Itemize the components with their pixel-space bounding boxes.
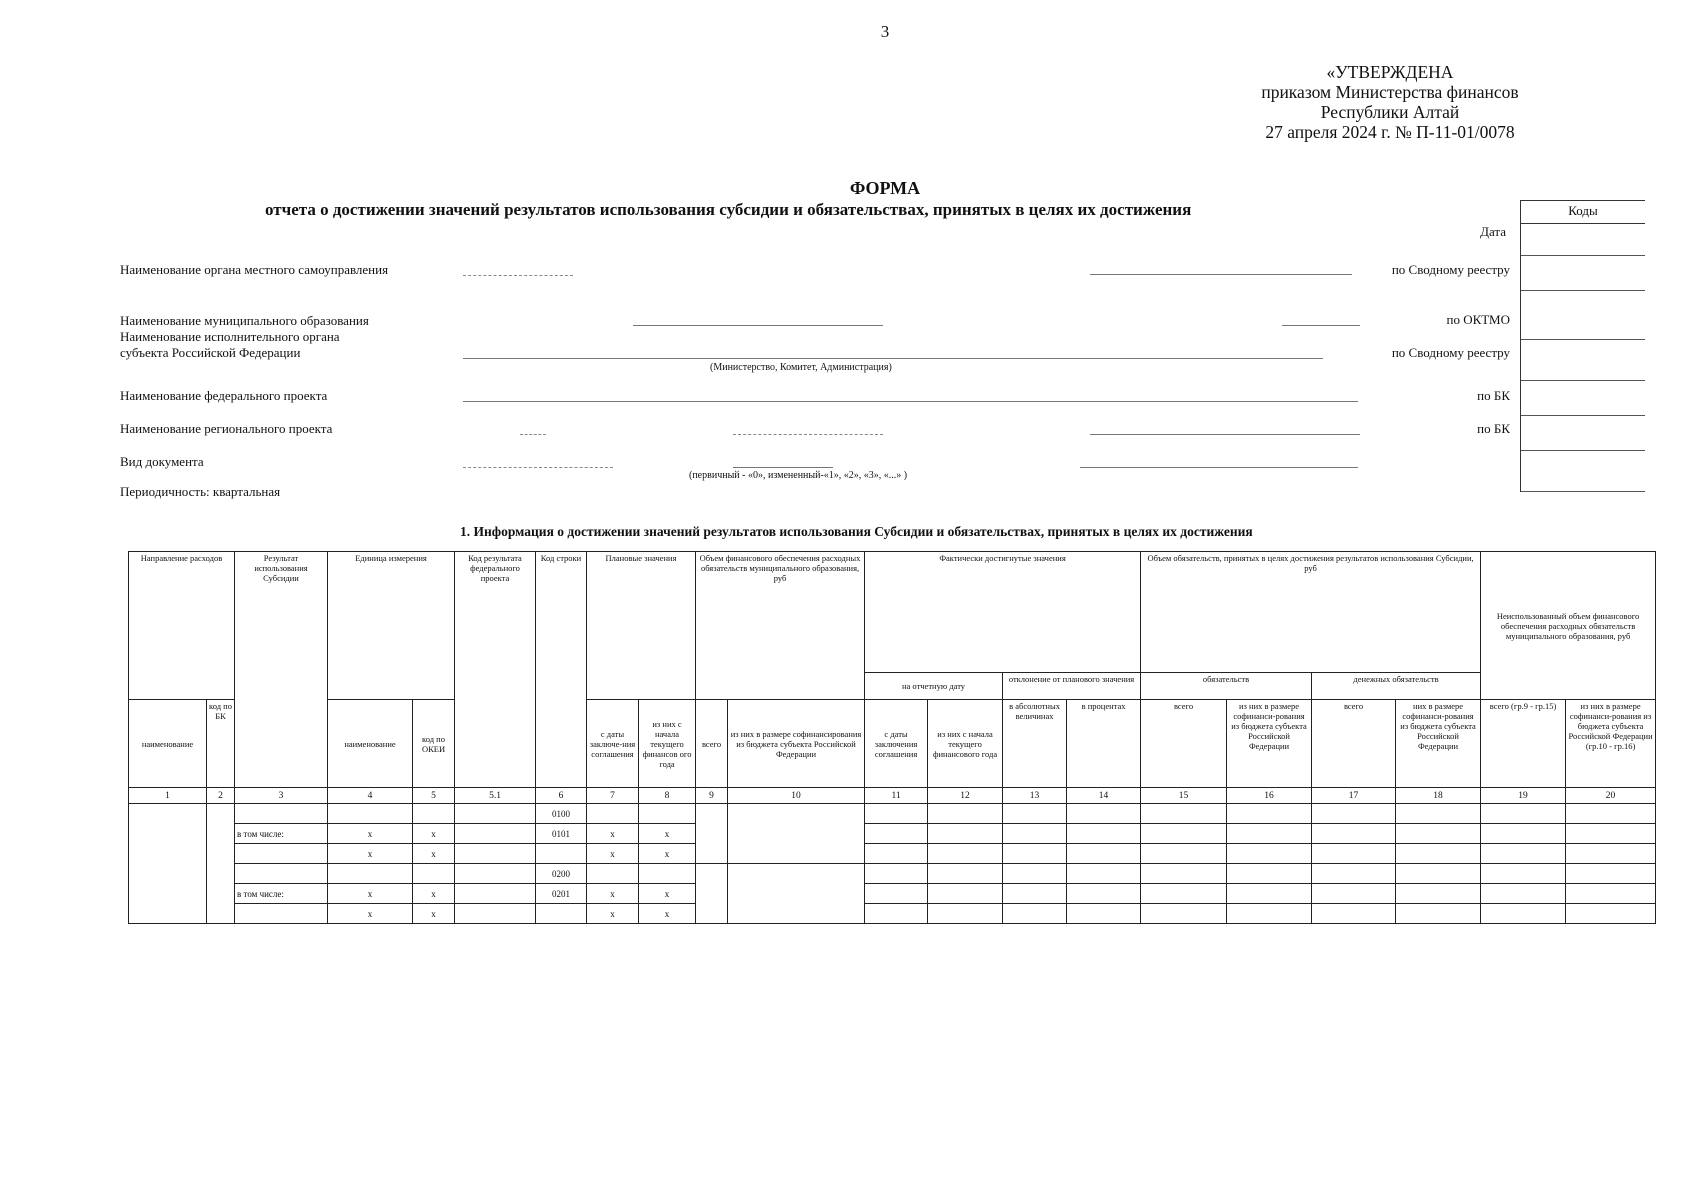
col-num: 6: [536, 788, 587, 804]
label-oktmo: по ОКТМО: [1446, 312, 1510, 327]
th-total: всего: [696, 700, 728, 788]
field-dash-doctype: [463, 467, 613, 468]
cell-money-total[interactable]: [1312, 824, 1396, 844]
cell-dev-abs[interactable]: [1003, 844, 1067, 864]
doc-type-hint: (первичный - «0», измененный-«1», «2», «3», «...» ): [689, 470, 908, 481]
cell-fed-code[interactable]: [455, 904, 536, 924]
page-number: 3: [880, 22, 890, 41]
cell-money-total[interactable]: [1312, 904, 1396, 924]
cell-obl-total[interactable]: [1141, 844, 1227, 864]
cell-okei[interactable]: [413, 864, 455, 884]
cell-volume-total[interactable]: [696, 864, 728, 924]
th-from-agreement: с даты заключе-ния соглашения: [587, 700, 639, 788]
cell-actual-year[interactable]: [928, 884, 1003, 904]
cell-obl-cofin[interactable]: [1227, 904, 1312, 924]
cell-actual-agreement[interactable]: [865, 824, 928, 844]
cell-result[interactable]: [235, 904, 328, 924]
th-from-year-start-2: из них с начала текущего финансового года: [928, 700, 1003, 788]
col-num: 12: [928, 788, 1003, 804]
field-line-municipal-2: [1282, 325, 1360, 326]
cell-actual-year[interactable]: [928, 844, 1003, 864]
table-row: [129, 884, 1656, 904]
col-num: 17: [1312, 788, 1396, 804]
th-total-2: всего: [1141, 700, 1227, 788]
col-num: 7: [587, 788, 639, 804]
label-exec-1: Наименование исполнительного органа: [120, 329, 340, 344]
cell-money-cofin[interactable]: [1396, 844, 1481, 864]
approval-line-4: 27 апреля 2024 г. № П-11-01/0078: [1265, 122, 1515, 142]
cell-dev-pct[interactable]: [1067, 844, 1141, 864]
cell-dev-abs[interactable]: [1003, 804, 1067, 824]
col-num: 18: [1396, 788, 1481, 804]
cell-bk-code[interactable]: [207, 804, 235, 924]
cell-unused-total[interactable]: [1481, 884, 1566, 904]
codes-cell-svodny2: [1521, 340, 1645, 381]
th-fed-code: Код результата федерального проекта: [455, 552, 536, 788]
cell-row-code: 0101: [536, 824, 587, 844]
col-num: 20: [1566, 788, 1656, 804]
cell-plan-agreement[interactable]: [587, 864, 639, 884]
label-federal-project: Наименование федерального проекта: [120, 388, 328, 403]
field-line-federal: [463, 401, 1358, 402]
th-name: наименование: [129, 700, 207, 788]
cell-unused-total[interactable]: [1481, 824, 1566, 844]
cell-dev-abs[interactable]: [1003, 824, 1067, 844]
cell-dev-abs[interactable]: [1003, 904, 1067, 924]
cell-x: x: [587, 824, 639, 844]
codes-title: Коды: [1521, 201, 1645, 224]
th-obligations: Объем обязательств, принятых в целях достижения результатов использования Субсидии, руб: [1141, 552, 1481, 673]
th-direction: Направление расходов: [129, 552, 235, 700]
col-num: 9: [696, 788, 728, 804]
cell-x: x: [639, 844, 696, 864]
cell-plan-agreement[interactable]: [587, 804, 639, 824]
table-row: [129, 864, 1656, 884]
th-cofin-unused: из них в размере софинанси-рования из бюджета субъекта Российской Федерации (гр.10 - гр.16): [1566, 700, 1656, 788]
field-line-doctype: [733, 467, 833, 468]
cell-money-cofin[interactable]: [1396, 884, 1481, 904]
cell-money-cofin[interactable]: [1396, 904, 1481, 924]
th-total-3: всего: [1312, 700, 1396, 788]
label-bk-2: по БК: [1477, 421, 1510, 436]
label-svodny-2: по Сводному реестру: [1391, 345, 1510, 360]
th-result: Результат использования Субсидии: [235, 552, 328, 788]
cell-dev-abs[interactable]: [1003, 864, 1067, 884]
cell-x: x: [328, 884, 413, 904]
cell-actual-agreement[interactable]: [865, 864, 928, 884]
cell-fed-code[interactable]: [455, 824, 536, 844]
cell-dev-abs[interactable]: [1003, 884, 1067, 904]
th-volume: Объем финансового обеспечения расходных обязательств муниципального образования, руб: [696, 552, 865, 700]
th-unit: Единица измерения: [328, 552, 455, 700]
col-num: 19: [1481, 788, 1566, 804]
cell-money-total[interactable]: [1312, 864, 1396, 884]
cell-row-code: 0100: [536, 804, 587, 824]
cell-actual-year[interactable]: [928, 904, 1003, 924]
codes-cell-svodny: [1521, 256, 1645, 291]
col-num: 13: [1003, 788, 1067, 804]
cell-dev-pct[interactable]: [1067, 864, 1141, 884]
label-periodicity: Периодичность: квартальная: [120, 484, 281, 499]
cell-money-total[interactable]: [1312, 844, 1396, 864]
cell-money-total[interactable]: [1312, 884, 1396, 904]
th-deviation: отклонение от планового значения: [1003, 673, 1141, 700]
col-num: 16: [1227, 788, 1312, 804]
field-line-regional: [1090, 434, 1360, 435]
section-title: 1. Информация о достижении значений результатов использования Субсидии и обязательствах, принятых в целях их достижения: [460, 524, 1253, 539]
cell-unit-name[interactable]: [328, 804, 413, 824]
form-subtitle: отчета о достижении значений результатов использования субсидии и обязательствах, принятых в целях их достижения: [265, 200, 1192, 219]
th-absolute: в абсолютных величинах: [1003, 700, 1067, 788]
table-row: [129, 804, 1656, 824]
cell-actual-agreement[interactable]: [865, 904, 928, 924]
cell-row-code: [536, 904, 587, 924]
th-money-obligs: денежных обязательств: [1312, 673, 1481, 700]
codes-cell-bk2: [1521, 416, 1645, 451]
table-row: [129, 844, 1656, 864]
cell-obl-total[interactable]: [1141, 804, 1227, 824]
th-report-date: на отчетную дату: [865, 673, 1003, 700]
th-cofin: из них в размере софинансирования из бюджета субъекта Российской Федерации: [728, 700, 865, 788]
codes-cell-bk1: [1521, 381, 1645, 416]
report-table: [128, 551, 1656, 924]
th-percent: в процентах: [1067, 700, 1141, 788]
th-planned: Плановые значения: [587, 552, 696, 700]
cell-x: x: [413, 904, 455, 924]
cell-obl-cofin[interactable]: [1227, 884, 1312, 904]
codes-box: [1520, 200, 1645, 492]
cell-x: x: [587, 844, 639, 864]
th-cofin-3: них в размере софинанси-рования из бюджета субъекта Российской Федерации: [1396, 700, 1481, 788]
cell-fed-code[interactable]: [455, 864, 536, 884]
table-row: [129, 824, 1656, 844]
cell-row-code: 0200: [536, 864, 587, 884]
cell-okei[interactable]: [413, 804, 455, 824]
approval-line-1: «УТВЕРЖДЕНА: [1326, 62, 1454, 82]
field-dash-local-gov: [463, 275, 573, 276]
cell-obl-cofin[interactable]: [1227, 844, 1312, 864]
cell-dev-pct[interactable]: [1067, 804, 1141, 824]
cell-dev-pct[interactable]: [1067, 884, 1141, 904]
cell-unused-total[interactable]: [1481, 864, 1566, 884]
cell-unused-cofin[interactable]: [1566, 884, 1656, 904]
label-exec-2: субъекта Российской Федерации: [120, 345, 301, 360]
cell-unused-total[interactable]: [1481, 904, 1566, 924]
th-unused: Неиспользованный объем финансового обеспечения расходных обязательств муниципального образования, руб: [1481, 552, 1656, 700]
cell-result[interactable]: [235, 804, 328, 824]
th-from-year-start: из них с начала текущего финансов ого года: [639, 700, 696, 788]
cell-actual-agreement[interactable]: [865, 844, 928, 864]
th-from-agreement-2: с даты заключения соглашения: [865, 700, 928, 788]
cell-x: x: [328, 824, 413, 844]
cell-actual-year[interactable]: [928, 824, 1003, 844]
cell-x: x: [639, 884, 696, 904]
cell-x: x: [328, 844, 413, 864]
cell-fed-code[interactable]: [455, 884, 536, 904]
cell-x: x: [639, 824, 696, 844]
cell-obl-total[interactable]: [1141, 864, 1227, 884]
cell-money-cofin[interactable]: [1396, 804, 1481, 824]
label-municipal: Наименование муниципального образования: [120, 313, 369, 328]
label-regional-project: Наименование регионального проекта: [120, 421, 333, 436]
cell-obl-total[interactable]: [1141, 884, 1227, 904]
cell-obl-total[interactable]: [1141, 824, 1227, 844]
exec-hint: (Министерство, Комитет, Администрация): [710, 362, 892, 373]
cell-obl-cofin[interactable]: [1227, 864, 1312, 884]
cell-unused-cofin[interactable]: [1566, 864, 1656, 884]
cell-actual-year[interactable]: [928, 864, 1003, 884]
cell-direction-name[interactable]: [129, 804, 207, 924]
th-actual: Фактически достигнутые значения: [865, 552, 1141, 673]
label-local-gov: Наименование органа местного самоуправления: [120, 262, 389, 277]
col-num: 10: [728, 788, 865, 804]
approval-line-3: Республики Алтай: [1320, 102, 1460, 122]
cell-dev-pct[interactable]: [1067, 904, 1141, 924]
field-line-local-gov: [1090, 274, 1352, 275]
th-obligs: обязательств: [1141, 673, 1312, 700]
col-num: 3: [235, 788, 328, 804]
cell-fed-code[interactable]: [455, 804, 536, 824]
cell-result[interactable]: [235, 864, 328, 884]
cell-incl-label: в том числе:: [235, 884, 328, 904]
th-total-unused: всего (гр.9 - гр.15): [1481, 700, 1566, 788]
field-dash-regional-2: [733, 434, 883, 435]
col-num: 5: [413, 788, 455, 804]
cell-fed-code[interactable]: [455, 844, 536, 864]
cell-obl-total[interactable]: [1141, 904, 1227, 924]
cell-money-cofin[interactable]: [1396, 864, 1481, 884]
col-num: 5.1: [455, 788, 536, 804]
cell-obl-cofin[interactable]: [1227, 824, 1312, 844]
field-line-municipal: [633, 325, 883, 326]
cell-unit-name[interactable]: [328, 864, 413, 884]
cell-unused-cofin[interactable]: [1566, 844, 1656, 864]
cell-actual-year[interactable]: [928, 804, 1003, 824]
cell-unused-cofin[interactable]: [1566, 824, 1656, 844]
th-row-code: Код строки: [536, 552, 587, 788]
cell-money-cofin[interactable]: [1396, 824, 1481, 844]
cell-row-code: 0201: [536, 884, 587, 904]
approval-stamp: [1180, 62, 1600, 142]
cell-x: x: [328, 904, 413, 924]
th-okei: код по ОКЕИ: [413, 700, 455, 788]
label-doc-type: Вид документа: [120, 454, 204, 469]
codes-cell-oktmo: [1521, 291, 1645, 340]
cell-volume-total[interactable]: [696, 804, 728, 864]
cell-row-code: [536, 844, 587, 864]
cell-x: x: [587, 884, 639, 904]
field-line-doctype-2: [1080, 467, 1358, 468]
label-bk-1: по БК: [1477, 388, 1510, 403]
cell-unused-cofin[interactable]: [1566, 904, 1656, 924]
cell-actual-agreement[interactable]: [865, 884, 928, 904]
col-num: 1: [129, 788, 207, 804]
th-bk-code: код по БК: [207, 700, 235, 788]
cell-plan-year[interactable]: [639, 804, 696, 824]
codes-cell-doctype: [1521, 451, 1645, 492]
cell-x: x: [413, 884, 455, 904]
cell-unused-total[interactable]: [1481, 804, 1566, 824]
col-num: 14: [1067, 788, 1141, 804]
col-num: 8: [639, 788, 696, 804]
cell-x: x: [413, 844, 455, 864]
cell-x: x: [639, 904, 696, 924]
col-num: 15: [1141, 788, 1227, 804]
cell-money-total[interactable]: [1312, 804, 1396, 824]
field-dash-regional-1: [520, 434, 546, 435]
cell-x: x: [587, 904, 639, 924]
th-cofin-2: из них в размере софинанси-рования из бюджета субъекта Российской Федерации: [1227, 700, 1312, 788]
cell-dev-pct[interactable]: [1067, 824, 1141, 844]
cell-result[interactable]: [235, 844, 328, 864]
col-num: 11: [865, 788, 928, 804]
table-row: [129, 904, 1656, 924]
th-unit-name: наименование: [328, 700, 413, 788]
approval-line-2: приказом Министерства финансов: [1261, 82, 1519, 102]
field-line-exec: [463, 358, 1323, 359]
cell-actual-agreement[interactable]: [865, 804, 928, 824]
cell-volume-cofin[interactable]: [728, 864, 865, 924]
form-title: ФОРМА: [849, 178, 921, 198]
col-num: 4: [328, 788, 413, 804]
codes-cell-date: [1521, 224, 1645, 256]
cell-x: x: [413, 824, 455, 844]
date-label: Дата: [1480, 224, 1506, 239]
cell-obl-cofin[interactable]: [1227, 804, 1312, 824]
cell-incl-label: в том числе:: [235, 824, 328, 844]
cell-volume-cofin[interactable]: [728, 804, 865, 864]
cell-unused-cofin[interactable]: [1566, 804, 1656, 824]
col-num: 2: [207, 788, 235, 804]
label-svodny-1: по Сводному реестру: [1391, 262, 1510, 277]
cell-unused-total[interactable]: [1481, 844, 1566, 864]
cell-plan-year[interactable]: [639, 864, 696, 884]
